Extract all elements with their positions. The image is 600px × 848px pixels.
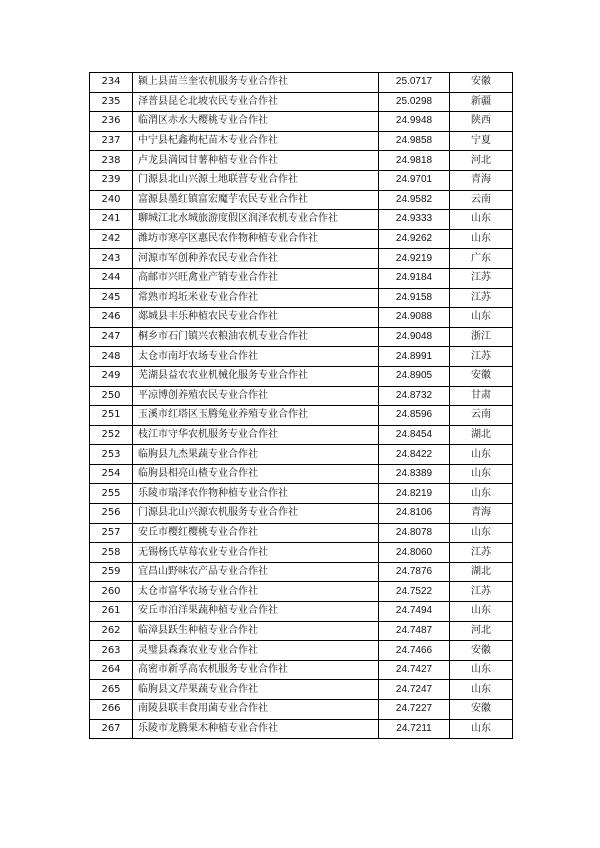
row-number: 234 [90,73,133,93]
score-value: 24.8078 [379,523,450,543]
score-value: 24.9048 [379,327,450,347]
score-value: 24.8106 [379,504,450,524]
score-value: 24.9158 [379,288,450,308]
score-value: 24.9184 [379,268,450,288]
cooperative-name: 颍上县苗兰奎农机服务专业合作社 [133,73,379,93]
table-row [90,288,513,308]
table-row [90,504,513,524]
cooperative-name: 玉溪市红塔区玉腾兔业养殖专业合作社 [133,406,379,426]
row-number: 246 [90,308,133,328]
row-number: 237 [90,131,133,151]
row-number: 244 [90,268,133,288]
table-row [90,484,513,504]
table-row [90,641,513,661]
table-row [90,151,513,171]
row-number: 264 [90,660,133,680]
score-value: 24.9858 [379,131,450,151]
cooperative-name: 平凉博创养殖农民专业合作社 [133,386,379,406]
cooperative-name: 枝江市守华农机服务专业合作社 [133,425,379,445]
row-number: 267 [90,719,133,739]
province-name: 江苏 [450,268,513,288]
table-body [90,73,513,739]
score-value: 24.9582 [379,190,450,210]
cooperative-name: 临渭区赤水大樱桃专业合作社 [133,112,379,132]
province-name: 安徽 [450,366,513,386]
row-number: 263 [90,641,133,661]
score-value: 24.7227 [379,700,450,720]
province-name: 陕西 [450,112,513,132]
province-name: 青海 [450,504,513,524]
score-value: 24.8422 [379,445,450,465]
score-value: 24.8454 [379,425,450,445]
row-number: 261 [90,602,133,622]
table-row [90,210,513,230]
row-number: 250 [90,386,133,406]
table-row [90,229,513,249]
cooperative-name: 无锡杨氏草莓农业专业合作社 [133,543,379,563]
table-row [90,112,513,132]
province-name: 安徽 [450,73,513,93]
cooperative-name: 太仓市富华农场专业合作社 [133,582,379,602]
province-name: 河北 [450,151,513,171]
row-number: 242 [90,229,133,249]
score-value: 24.7522 [379,582,450,602]
score-value: 24.8219 [379,484,450,504]
province-name: 江苏 [450,543,513,563]
score-value: 24.9948 [379,112,450,132]
province-name: 山东 [450,602,513,622]
score-value: 24.9088 [379,308,450,328]
score-value: 24.9333 [379,210,450,230]
cooperative-name: 中宁县杞鑫枸杞苗木专业合作社 [133,131,379,151]
province-name: 山东 [450,229,513,249]
row-number: 256 [90,504,133,524]
table-row [90,308,513,328]
score-value: 24.7211 [379,719,450,739]
row-number: 235 [90,92,133,112]
province-name: 云南 [450,406,513,426]
table-row [90,170,513,190]
province-name: 湖北 [450,562,513,582]
row-number: 248 [90,347,133,367]
table-row [90,366,513,386]
table-row [90,190,513,210]
table-row [90,543,513,563]
score-value: 24.9818 [379,151,450,171]
province-name: 山东 [450,660,513,680]
cooperative-name: 泽普县昆仑北坡农民专业合作社 [133,92,379,112]
cooperative-name: 门源县北山兴源土地联营专业合作社 [133,170,379,190]
score-value: 24.8905 [379,366,450,386]
table-row [90,327,513,347]
cooperative-name: 富源县墨红镇富宏魔芋农民专业合作社 [133,190,379,210]
row-number: 257 [90,523,133,543]
cooperative-name: 高密市新孚高农机服务专业合作社 [133,660,379,680]
province-name: 湖北 [450,425,513,445]
table-row [90,680,513,700]
province-name: 新疆 [450,92,513,112]
score-value: 24.7466 [379,641,450,661]
row-number: 260 [90,582,133,602]
score-value: 25.0717 [379,73,450,93]
cooperative-name: 高邮市兴旺禽业产销专业合作社 [133,268,379,288]
row-number: 247 [90,327,133,347]
province-name: 山东 [450,445,513,465]
table-row [90,719,513,739]
table-row [90,523,513,543]
score-value: 24.9219 [379,249,450,269]
cooperative-name: 桐乡市石门镇兴农粮油农机专业合作社 [133,327,379,347]
row-number: 238 [90,151,133,171]
row-number: 239 [90,170,133,190]
province-name: 云南 [450,190,513,210]
province-name: 江苏 [450,582,513,602]
cooperative-name: 安丘市樱红樱桃专业合作社 [133,523,379,543]
cooperative-name: 河源市军创种养农民专业合作社 [133,249,379,269]
score-value: 24.9262 [379,229,450,249]
cooperative-name: 灵璧县森森农业专业合作社 [133,641,379,661]
table-row [90,406,513,426]
cooperative-name: 太仓市南圩农场专业合作社 [133,347,379,367]
cooperative-name: 郯城县丰乐种植农民专业合作社 [133,308,379,328]
province-name: 山东 [450,484,513,504]
cooperative-name: 卢龙县満园甘薯种植专业合作社 [133,151,379,171]
province-name: 山东 [450,523,513,543]
score-value: 25.0298 [379,92,450,112]
row-number: 258 [90,543,133,563]
row-number: 236 [90,112,133,132]
score-value: 24.7494 [379,602,450,622]
row-number: 251 [90,406,133,426]
cooperative-ranking-table [89,72,513,739]
province-name: 山东 [450,308,513,328]
table-row [90,347,513,367]
score-value: 24.8389 [379,464,450,484]
table-row [90,92,513,112]
cooperative-name: 门源县北山兴源农机服务专业合作社 [133,504,379,524]
row-number: 252 [90,425,133,445]
province-name: 青海 [450,170,513,190]
row-number: 259 [90,562,133,582]
province-name: 浙江 [450,327,513,347]
score-value: 24.7247 [379,680,450,700]
table-row [90,131,513,151]
province-name: 安徽 [450,700,513,720]
row-number: 254 [90,464,133,484]
cooperative-name: 临朐县相亮山楂专业合作社 [133,464,379,484]
province-name: 河北 [450,621,513,641]
table-row [90,562,513,582]
province-name: 甘肃 [450,386,513,406]
table-row [90,268,513,288]
row-number: 241 [90,210,133,230]
table-row [90,700,513,720]
score-value: 24.9701 [379,170,450,190]
row-number: 265 [90,680,133,700]
province-name: 安徽 [450,641,513,661]
table-row [90,445,513,465]
score-value: 24.7876 [379,562,450,582]
score-value: 24.8991 [379,347,450,367]
cooperative-name: 乐陵市龙腾果木种植专业合作社 [133,719,379,739]
province-name: 山东 [450,680,513,700]
table-row [90,621,513,641]
row-number: 240 [90,190,133,210]
province-name: 广东 [450,249,513,269]
table-row [90,386,513,406]
table-row [90,602,513,622]
table-row [90,73,513,93]
cooperative-name: 潍坊市寒亭区惠民农作物种植专业合作社 [133,229,379,249]
row-number: 262 [90,621,133,641]
cooperative-name: 临朐县文芹果蔬专业合作社 [133,680,379,700]
province-name: 山东 [450,464,513,484]
province-name: 宁夏 [450,131,513,151]
score-value: 24.8060 [379,543,450,563]
table-row [90,660,513,680]
cooperative-name: 宜昌山野味农产品专业合作社 [133,562,379,582]
cooperative-name: 乐陵市瑞泽农作物种植专业合作社 [133,484,379,504]
row-number: 245 [90,288,133,308]
province-name: 江苏 [450,288,513,308]
table-row [90,582,513,602]
score-value: 24.7427 [379,660,450,680]
province-name: 江苏 [450,347,513,367]
score-value: 24.8732 [379,386,450,406]
cooperative-name: 聊城江北水城旅游度假区润泽农机专业合作社 [133,210,379,230]
cooperative-name: 临漳县跃生种植专业合作社 [133,621,379,641]
cooperative-name: 临朐县九杰果蔬专业合作社 [133,445,379,465]
row-number: 243 [90,249,133,269]
row-number: 266 [90,700,133,720]
row-number: 253 [90,445,133,465]
cooperative-name: 安丘市泊洋果蔬种植专业合作社 [133,602,379,622]
row-number: 249 [90,366,133,386]
cooperative-name: 芜湖县益农农业机械化服务专业合作社 [133,366,379,386]
cooperative-name: 南陵县联丰食用菌专业合作社 [133,700,379,720]
province-name: 山东 [450,210,513,230]
province-name: 山东 [450,719,513,739]
row-number: 255 [90,484,133,504]
table-row [90,425,513,445]
score-value: 24.7487 [379,621,450,641]
table-row [90,249,513,269]
score-value: 24.8596 [379,406,450,426]
table-row [90,464,513,484]
cooperative-name: 常熟市坞坵米业专业合作社 [133,288,379,308]
